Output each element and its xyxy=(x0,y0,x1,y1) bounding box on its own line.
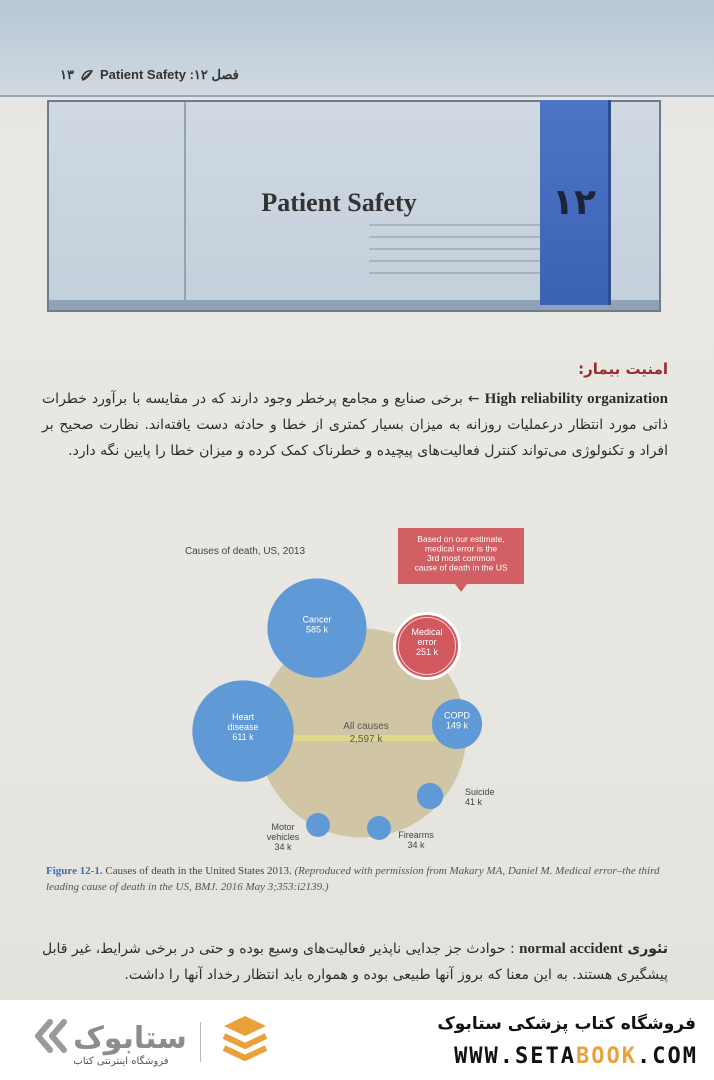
chapter-number: ۱۲ xyxy=(540,100,608,305)
logo-divider xyxy=(200,1022,201,1062)
page-number: ۱۳ xyxy=(60,67,74,82)
chapter-icon xyxy=(80,68,94,82)
causes-of-death-chart xyxy=(40,520,680,860)
running-head xyxy=(60,64,280,86)
all-causes-value: 2,597 k xyxy=(349,734,383,745)
header-rule xyxy=(0,95,714,97)
bubble-chart-svg xyxy=(40,520,680,860)
store-name: فروشگاه کتاب پزشکی ستابوک xyxy=(437,1014,696,1034)
figure-label: Figure 12-1. xyxy=(46,865,103,877)
chapter-title: Patient Safety xyxy=(261,188,417,217)
store-footer xyxy=(0,1000,714,1080)
url-suffix: .COM xyxy=(637,1044,698,1069)
title-box-divider xyxy=(184,102,186,310)
chart-title: Causes of death, US, 2013 xyxy=(184,546,306,557)
bubble-firearms xyxy=(367,816,391,840)
bubble-label-cancer: Cancer 585 k xyxy=(302,614,332,635)
bubble-label-suicide: Suicide 41 k xyxy=(465,787,495,807)
callout-text: Based on our estimate, medical error is the 3rd most common cause of death in the US xyxy=(414,534,508,573)
callout-pointer xyxy=(455,584,467,592)
term-hro: High reliability organization xyxy=(484,391,668,407)
url-accent: BOOK xyxy=(576,1044,638,1069)
bubble-suicide xyxy=(417,783,443,809)
paragraph-hro xyxy=(42,386,668,496)
theory-label: تئوری xyxy=(627,941,669,957)
arrow: ← xyxy=(467,391,480,407)
term-normal-accident: normal accident xyxy=(519,941,623,957)
all-causes-label: All causes xyxy=(343,721,389,732)
figure-caption-text: Causes of death in the United States 2013. xyxy=(105,865,292,877)
book-stack-icon xyxy=(218,1012,272,1068)
bubble-label-firearms: Firearms 34 k xyxy=(398,830,434,850)
figure-caption xyxy=(46,863,676,897)
paragraph-normal-accident-text: حوادث جز جدایی ناپذیر فعالیت‌های وسیع بوده و حتی در برخی شرایط، غیر قابل پیشگیری هستند. به این معنا که بروز آنها طبیعی بوده و همواره باید انتظار رخداد آنها را داشت. xyxy=(42,941,668,983)
paragraph-hro-text: برخی صنایع و مجامع پرخطر وجود دارند که در مقایسه با برآورد خطرات ذاتی مورد انتظار درعملیات روزانه به میزان بسیار کمتری از خطا و حادثه دست یافته‌اند. نظارت صحیح بر افراد و تکنولوژی می‌تواند کنترل فعالیت‌های پیچیده و خطرناک کمک کرده و میزان خطا را پایین نگه دارد. xyxy=(42,391,668,459)
running-head-text: فصل ۱۲: Patient Safety xyxy=(99,67,239,82)
bubble-label-copd: COPD 149 k xyxy=(443,710,471,731)
section-heading: امنیت بیمار: xyxy=(578,360,668,378)
store-url[interactable] xyxy=(338,1044,698,1074)
bubble-label-heart-disease: Heart disease 611 k xyxy=(227,712,259,742)
bubble-label-medical-error: Medical error 251 k xyxy=(411,627,443,657)
logo-word-text: ستابوک xyxy=(73,1021,187,1056)
logo-subtitle: فروشگاه اینترنتی کتاب xyxy=(73,1056,169,1067)
bubble-label-motor-vehicles: Motor vehicles 34 k xyxy=(266,822,300,852)
bubble-motor-vehicles xyxy=(306,813,330,837)
colon: : xyxy=(509,941,515,957)
figure-credit: (Reproduced with permission from Makary MA, Daniel M. Medical error–the third leading cause of death in the US, BMJ. 2016 May 3;353:i2139.) xyxy=(46,865,660,893)
paragraph-normal-accident xyxy=(42,936,668,994)
url-prefix: WWW.SETA xyxy=(454,1044,577,1069)
setabook-logo-icon xyxy=(30,1014,198,1058)
